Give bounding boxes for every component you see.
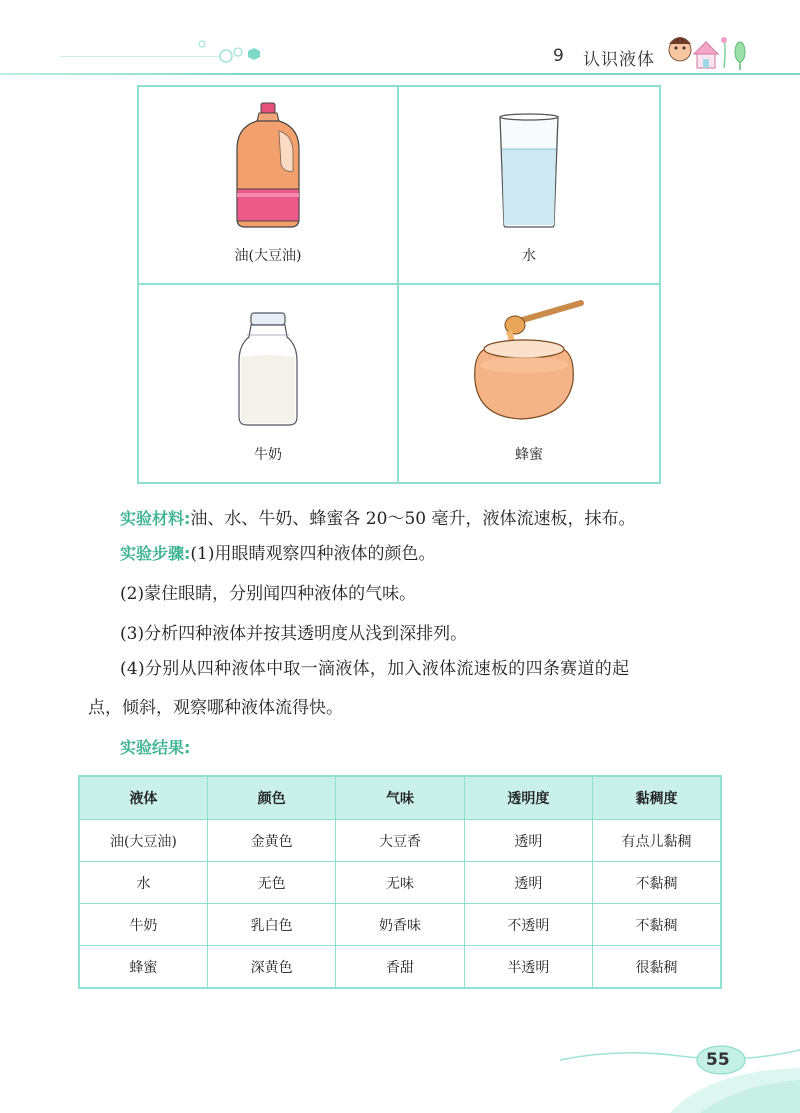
table-cell: 油(大豆油) <box>79 820 207 862</box>
water-glass-icon <box>494 101 564 231</box>
results-paragraph <box>120 737 760 759</box>
table-cell: 深黄色 <box>207 946 335 989</box>
step-1-text: (1)用眼睛观察四种液体的颜色。 <box>190 544 436 564</box>
steps-paragraph <box>120 543 760 565</box>
figure-caption: 油(大豆油) <box>234 247 302 264</box>
header-cell: 透明度 <box>464 776 592 820</box>
figure-caption: 蜂蜜 <box>515 447 543 463</box>
oil-bottle-icon <box>233 101 303 231</box>
table-cell: 水 <box>79 862 207 904</box>
materials-text: 油、水、牛奶、蜂蜜各 20～50 毫升，液体流速板，抹布。 <box>190 509 636 529</box>
table-cell: 大豆香 <box>336 820 464 862</box>
table-cell: 无色 <box>207 862 335 904</box>
results-label: 实验结果: <box>120 738 191 757</box>
table-cell: 透明 <box>464 862 592 904</box>
bubbles-decor-icon <box>190 38 270 70</box>
table-row <box>79 946 721 989</box>
header-cell: 颜色 <box>207 776 335 820</box>
table-cell: 不黏稠 <box>593 904 721 946</box>
chapter-number: 9 <box>553 46 564 66</box>
step-4-line-2: 点，倾斜，观察哪种液体流得快。 <box>88 698 343 718</box>
step-4-line-1: (4)分别从四种液体中取一滴液体，加入液体流速板的四条赛道的起 <box>120 659 630 679</box>
materials-label: 实验材料: <box>120 509 191 528</box>
table-cell: 蜂蜜 <box>79 946 207 989</box>
header-cell: 液体 <box>79 776 207 820</box>
liquid-figure-grid <box>137 85 661 484</box>
table-cell: 有点儿黏稠 <box>593 820 721 862</box>
table-row <box>79 820 721 862</box>
steps-label: 实验步骤: <box>120 544 191 563</box>
table-cell: 不透明 <box>464 904 592 946</box>
header-cell: 气味 <box>336 776 464 820</box>
table-cell: 透明 <box>464 820 592 862</box>
figure-honey <box>399 285 659 483</box>
footer-wave-decor-icon <box>560 1040 800 1113</box>
page-number: 55 <box>706 1050 730 1070</box>
table-cell: 牛奶 <box>79 904 207 946</box>
header-cell: 黏稠度 <box>593 776 721 820</box>
figure-oil <box>139 87 399 285</box>
table-cell: 半透明 <box>464 946 592 989</box>
materials-paragraph <box>120 508 760 530</box>
chapter-title: 认识液体 <box>583 50 655 70</box>
figure-caption: 水 <box>522 247 536 264</box>
figure-water <box>399 87 659 285</box>
step-2-text: (2)蒙住眼睛，分别闻四种液体的气味。 <box>120 584 417 604</box>
honey-jar-icon <box>469 299 589 429</box>
table-cell: 很黏稠 <box>593 946 721 989</box>
table-cell: 奶香味 <box>336 904 464 946</box>
table-cell: 不黏稠 <box>593 862 721 904</box>
results-table <box>78 775 722 989</box>
figure-caption: 牛奶 <box>254 447 282 463</box>
step-3-text: (3)分析四种液体并按其透明度从浅到深排列。 <box>120 624 468 644</box>
table-cell: 无味 <box>336 862 464 904</box>
figure-milk <box>139 285 399 483</box>
table-row <box>79 904 721 946</box>
cartoon-house-decor-icon <box>664 28 754 72</box>
table-cell: 香甜 <box>336 946 464 989</box>
milk-bottle-icon <box>233 299 303 429</box>
table-cell: 金黄色 <box>207 820 335 862</box>
table-header-row <box>79 776 721 820</box>
table-cell: 乳白色 <box>207 904 335 946</box>
header-rule <box>0 73 800 75</box>
table-row <box>79 862 721 904</box>
